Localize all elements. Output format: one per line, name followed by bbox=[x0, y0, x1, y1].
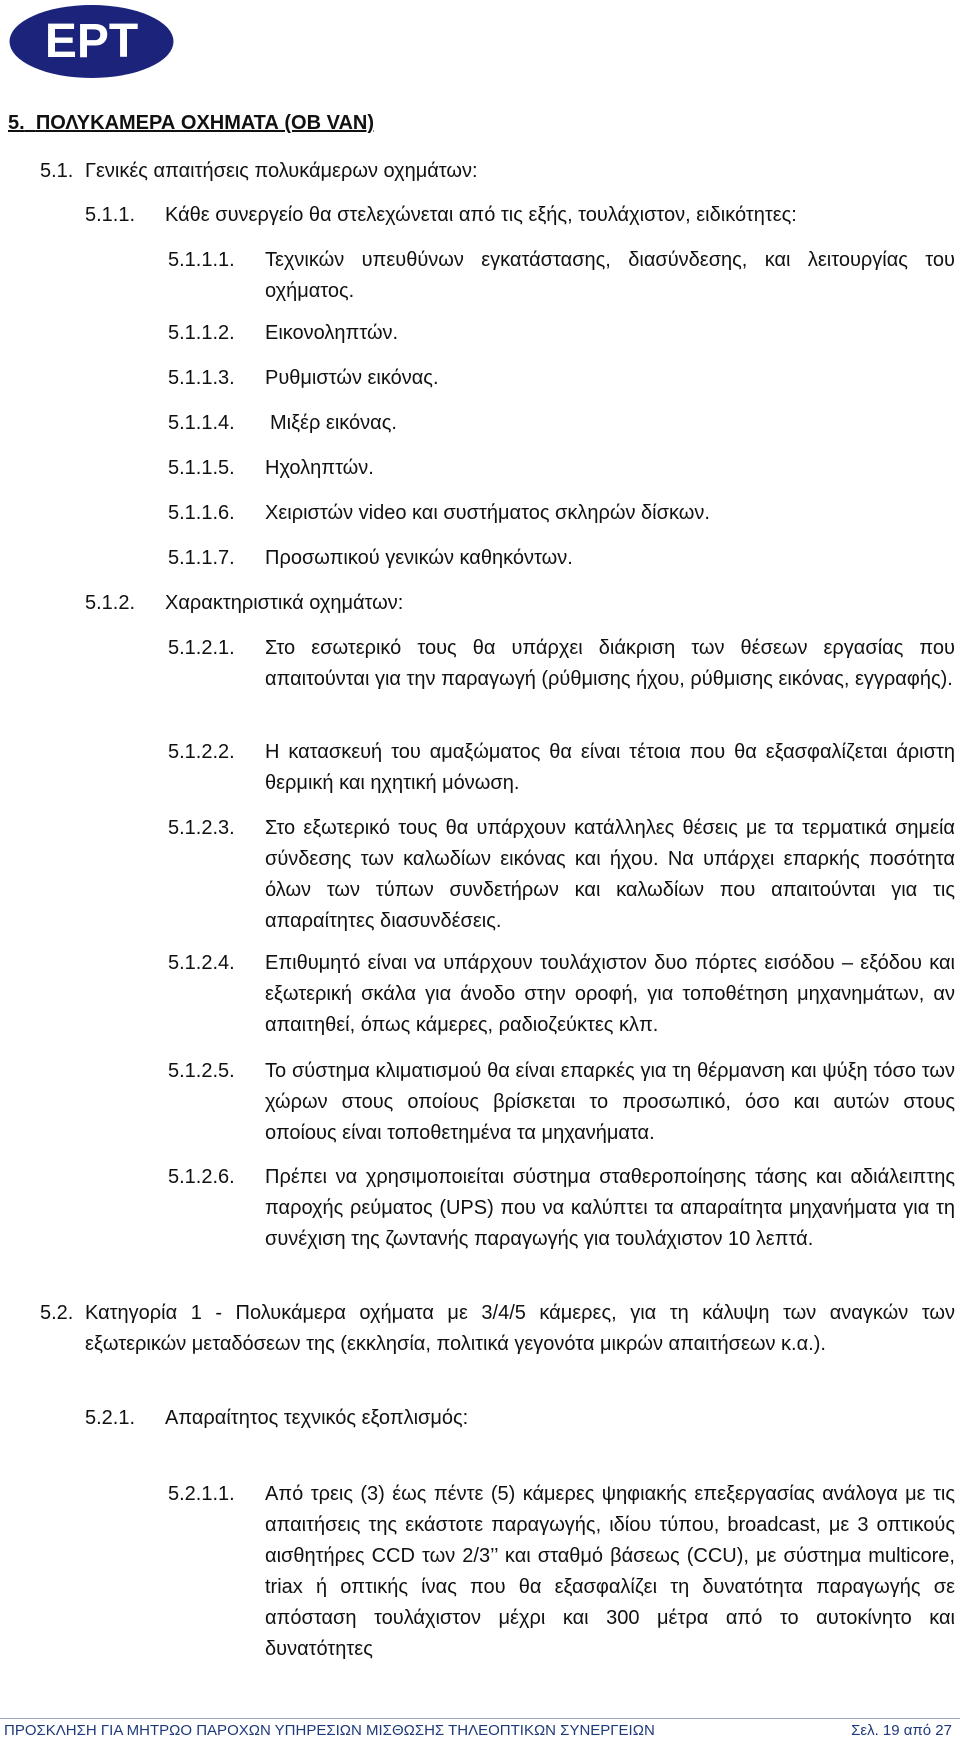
section-number: 5.1.1.1. bbox=[168, 249, 235, 271]
section-number: 5.1.2.5. bbox=[168, 1060, 235, 1082]
section-number: 5.1.1.4. bbox=[168, 412, 235, 434]
logo-text: ΕΡΤ bbox=[44, 15, 139, 68]
section-text: Από τρεις (3) έως πέντε (5) κάμερες ψηφιακής επεξεργασίας ανάλογα με τις απαιτήσεις της εκάστοτε παραγωγής, ιδίου τύπου, broadcast, με 3 οπτικούς αισθητήρες CCD των 2/3’’ και σταθμό βάσεως (CCU), με σύστημα multicore, triax ή οπτικής ίνας που θα εξασφαλίζει τη δυνατότητα παραγωγής σε απόσταση τουλάχιστον μέχρι και 300 μέτρα από το αυτοκίνητο και δυνατότητες bbox=[265, 1483, 955, 1660]
section-text: Χαρακτηριστικά οχημάτων: bbox=[165, 592, 404, 614]
section-number: 5.1.1.5. bbox=[168, 457, 235, 479]
section-text: Προσωπικού γενικών καθηκόντων. bbox=[265, 547, 573, 569]
ert-logo bbox=[8, 4, 175, 79]
section-number: 5.1.2.4. bbox=[168, 952, 235, 974]
section-text: Κατηγορία 1 - Πολυκάμερα οχήματα με 3/4/5 κάμερες, για τη κάλυψη των αναγκών των εξωτερικών μεταδόσεων της (εκκλησία, πολιτικά γεγονότα μικρών απαιτήσεων κ.α.). bbox=[85, 1302, 955, 1355]
section-number: 5.1.1.3. bbox=[168, 367, 235, 389]
section-text: Το σύστημα κλιματισμού θα είναι επαρκές για τη θέρμανση και ψύξη τόσο των χώρων στους οποίους βρίσκεται το προσωπικό, όσο και αυτών στους οποίους είναι τοποθετημένα τα μηχανήματα. bbox=[265, 1060, 955, 1144]
section-text: Ηχοληπτών. bbox=[265, 457, 374, 479]
section-text: Χειριστών video και συστήματος σκληρών δίσκων. bbox=[265, 502, 710, 524]
section-text: Στο εξωτερικό τους θα υπάρχουν κατάλληλες θέσεις με τα τερματικά σημεία σύνδεσης των καλωδίων εικόνας και ήχου. Να υπάρχει επαρκής ποσότητα όλων των τύπων συνδετήρων και καλωδίων που απαιτούνται για τις απαραίτητες διασυνδέσεις. bbox=[265, 817, 955, 932]
section-text: Επιθυμητό είναι να υπάρχουν τουλάχιστον δυο πόρτες εισόδου – εξόδου και εξωτερική σκάλα για άνοδο στην οροφή, για τοποθέτηση μηχανημάτων, αν απαιτηθεί, όπως κάμερες, ραδιοζεύκτες κλπ. bbox=[265, 952, 955, 1036]
footer-page-number: Σελ. 19 από 27 bbox=[851, 1722, 952, 1739]
section-number: 5.2.1.1. bbox=[168, 1483, 235, 1505]
section-number: 5.1. bbox=[40, 160, 74, 182]
section-text: Μιξέρ εικόνας. bbox=[270, 412, 397, 434]
section-number: 5.1.1.7. bbox=[168, 547, 235, 569]
section-5-heading: 5. ΠΟΛΥΚΑΜΕΡΑ ΟΧΗΜΑΤΑ (OB VAN) bbox=[8, 112, 375, 134]
section-number: 5.2.1. bbox=[85, 1407, 136, 1429]
section-number: 5.1.2.3. bbox=[168, 817, 235, 839]
footer-title: ΠΡΟΣΚΛΗΣΗ ΓΙΑ ΜΗΤΡΩΟ ΠΑΡΟΧΩΝ ΥΠΗΡΕΣΙΩΝ ΜΙΣΘΩΣΗΣ ΤΗΛΕΟΠΤΙΚΩΝ ΣΥΝΕΡΓΕΙΩΝ bbox=[4, 1722, 655, 1739]
section-text: Πρέπει να χρησιμοποιείται σύστημα σταθεροποίησης τάσης και αδιάλειπτης παροχής ρεύματος (UPS) που να καλύπτει τα απαραίτητα μηχανήματα για τη συνέχιση της ζωντανής παραγωγής για τουλάχιστον 10 λεπτά. bbox=[265, 1166, 955, 1250]
section-text: Απαραίτητος τεχνικός εξοπλισμός: bbox=[165, 1407, 469, 1429]
section-number: 5.1.1. bbox=[85, 204, 136, 226]
section-number: 5.1.1.2. bbox=[168, 322, 235, 344]
section-text: Κάθε συνεργείο θα στελεχώνεται από τις εξής, τουλάχιστον, ειδικότητες: bbox=[165, 204, 797, 226]
section-text: Τεχνικών υπευθύνων εγκατάστασης, διασύνδεσης, και λειτουργίας του οχήματος. bbox=[265, 249, 955, 302]
footer-divider bbox=[0, 1718, 960, 1719]
section-number: 5.1.2.1. bbox=[168, 637, 235, 659]
section-number: 5.1.2.6. bbox=[168, 1166, 235, 1188]
section-text: Στο εσωτερικό τους θα υπάρχει διάκριση των θέσεων εργασίας που απαιτούνται για την παραγωγή (ρύθμισης ήχου, ρύθμισης εικόνας, εγγραφής). bbox=[265, 637, 955, 690]
section-number: 5.1.1.6. bbox=[168, 502, 235, 524]
section-text: Ρυθμιστών εικόνας. bbox=[265, 367, 439, 389]
section-number: 5.1.2.2. bbox=[168, 741, 235, 763]
section-text: Εικονοληπτών. bbox=[265, 322, 399, 344]
section-text: Γενικές απαιτήσεις πολυκάμερων οχημάτων: bbox=[85, 160, 478, 182]
section-number: 5.1.2. bbox=[85, 592, 136, 614]
section-number: 5.2. bbox=[40, 1302, 74, 1324]
section-text: Η κατασκευή του αμαξώματος θα είναι τέτοια που θα εξασφαλίζεται άριστη θερμική και ηχητική μόνωση. bbox=[265, 741, 955, 794]
